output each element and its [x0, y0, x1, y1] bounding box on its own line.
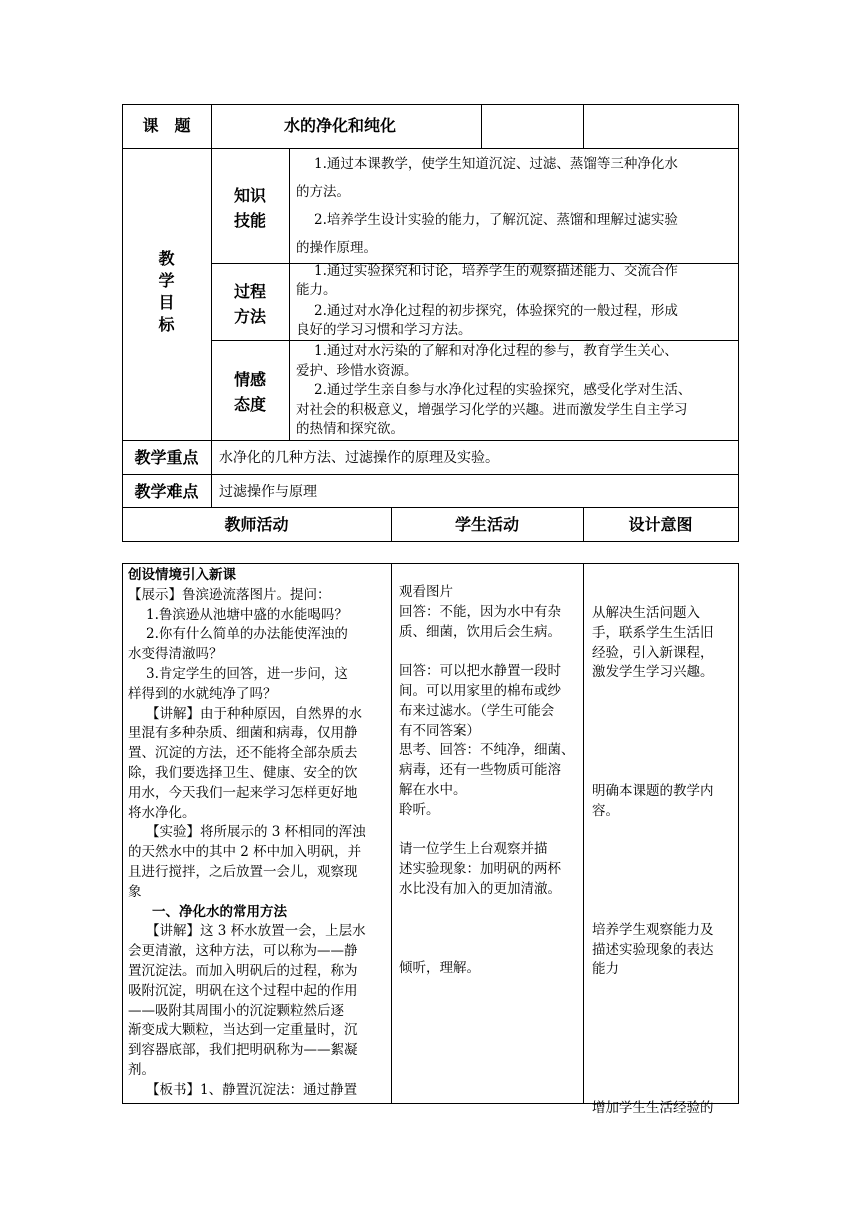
text-line: 置、沉淀的方法，还不能将全部杂质去 — [128, 745, 358, 762]
text-line: 将水净化。 — [128, 804, 196, 821]
text-line: 除，我们要选择卫生、健康、安全的饮 — [128, 764, 358, 781]
text-line: 的热情和探究欲。 — [296, 421, 404, 437]
text-line: 有不同答案） — [399, 722, 480, 739]
text-line: 【实验】将所展示的 3 杯相同的浑浊 — [146, 824, 366, 841]
text-line: 布来过滤水。（学生可能会 — [399, 702, 555, 719]
spacer — [399, 900, 575, 920]
design-intent-text — [592, 604, 714, 1119]
text-line: 思考、回答：不纯净，细菌、 — [399, 742, 575, 759]
text-line: 观看图片 — [399, 584, 453, 600]
text-line: 能力 — [592, 961, 619, 978]
text-line: 【展示】鲁滨逊流落图片。提问： — [128, 586, 331, 603]
spacer — [399, 920, 575, 940]
text-line: 用水，今天我们一起来学习怎样更好地 — [128, 784, 358, 801]
text-line: 1.通过对水污染的了解和对净化过程的参与，教育学生关心、 — [314, 343, 678, 359]
text-line: 渐变成大颗粒，当达到一定重量时，沉 — [128, 1022, 358, 1039]
spacer — [592, 980, 714, 1000]
section-heading: 一、净化水的常用方法 — [152, 903, 287, 920]
text-line: 容。 — [592, 802, 619, 819]
text-line: 病毒，还有一些物质可能溶 — [399, 762, 561, 779]
text-line: 2.通过学生亲自参与水净化过程的实验探究，感受化学对生活、 — [314, 382, 692, 398]
text-line: 剂。 — [128, 1061, 155, 1078]
text-line: 回答：可以把水静置一段时 — [399, 663, 561, 680]
emotion-label — [211, 367, 289, 417]
col-design-intent: 设计意图 — [628, 515, 693, 534]
spacer — [592, 901, 714, 921]
spacer — [592, 1040, 714, 1060]
text-line: 质、细菌，饮用后会生病。 — [399, 623, 561, 640]
spacer — [592, 842, 714, 862]
text-line: 样得到的水就纯净了吗？ — [128, 685, 277, 702]
text-line: 明确本课题的教学内 — [592, 783, 714, 800]
goals-label-char: 目 — [158, 293, 175, 312]
text-line: 【讲解】这 3 杯水放置一会，上层水 — [146, 923, 366, 940]
spacer — [592, 1059, 714, 1079]
difficulty-label: 教学难点 — [134, 482, 199, 501]
text-line: 激发学生学习兴趣。 — [592, 664, 714, 681]
spacer — [592, 683, 714, 703]
spacer — [592, 1020, 714, 1040]
emotion-text — [296, 342, 691, 440]
key-point-label: 教学重点 — [134, 448, 199, 467]
col-student-activity: 学生活动 — [454, 515, 519, 534]
text-line: 培养学生观察能力及 — [592, 921, 714, 938]
spacer — [592, 743, 714, 763]
spacer — [592, 762, 714, 782]
text-line: 3.肯定学生的回答，进一步问，这 — [146, 665, 348, 682]
goals-label-char: 学 — [158, 271, 175, 290]
process-label-line: 方法 — [233, 307, 266, 326]
text-line: 1.通过本课教学，使学生知道沉淀、过滤、蒸馏等三种净化水 — [314, 156, 678, 172]
spacer — [592, 822, 714, 842]
teacher-activity-text — [128, 566, 366, 1101]
spacer — [592, 1079, 714, 1099]
text-line: 回答：不能，因为水中有杂 — [399, 603, 561, 620]
text-line: 能力。 — [296, 282, 337, 298]
text-line: 且进行搅拌，之后放置一会儿，观察现 — [128, 863, 358, 880]
text-line: 解在水中。 — [399, 781, 467, 798]
text-line: 倾听，理解。 — [399, 960, 480, 977]
text-line: ——吸附其周围小的沉淀颗粒然后逐 — [128, 1002, 344, 1019]
key-point-value: 水净化的几种方法、过滤操作的原理及实验。 — [219, 450, 499, 466]
text-line: 述实验现象：加明矾的两杯 — [399, 861, 561, 878]
text-line: 从解决生活问题入 — [592, 605, 700, 621]
text-line: 1.鲁滨逊从池塘中盛的水能喝吗？ — [146, 606, 348, 623]
process-text — [296, 262, 678, 340]
text-line: 的操作原理。 — [296, 240, 377, 256]
text-line: 增加学生生活经验的 — [592, 1099, 714, 1116]
text-line: 经验，引入新课程， — [592, 644, 714, 661]
text-line: 良好的学习习惯和学习方法。 — [296, 322, 472, 338]
spacer — [592, 861, 714, 881]
text-line: 的天然水中的其中 2 杯中加入明矾，并 — [128, 844, 362, 861]
section-heading: 创设情境引入新课 — [128, 567, 236, 583]
goals-label-char: 教 — [158, 249, 175, 268]
text-line: 水比没有加入的更加清澈。 — [399, 880, 561, 897]
emotion-label-line: 情感 — [233, 370, 266, 389]
col-teacher-activity: 教师活动 — [224, 515, 289, 534]
text-line: 置沉淀法。而加入明矾后的过程，称为 — [128, 962, 358, 979]
knowledge-text — [296, 150, 678, 262]
spacer — [399, 642, 575, 662]
text-line: 手，联系学生生活旧 — [592, 624, 714, 641]
text-line: 到容器底部，我们把明矾称为——絮凝 — [128, 1042, 358, 1059]
text-line: 请一位学生上台观察并描 — [399, 841, 548, 858]
text-line: 2.你有什么简单的办法能使浑浊的 — [146, 626, 348, 643]
text-line: 2.培养学生设计实验的能力，了解沉淀、蒸馏和理解过滤实验 — [314, 212, 678, 228]
text-line: 间。可以用家里的棉布或纱 — [399, 682, 561, 699]
emotion-label-line: 态度 — [233, 395, 266, 414]
difficulty-value: 过滤操作与原理 — [219, 484, 317, 500]
text-line: 吸附沉淀，明矾在这个过程中起的作用 — [128, 982, 358, 999]
knowledge-label — [211, 183, 289, 233]
text-line: 水变得清澈吗？ — [128, 646, 223, 663]
spacer — [592, 1000, 714, 1020]
goals-label-char: 标 — [158, 315, 175, 334]
text-line: 对社会的积极意义，增强学习化学的兴趣。进而激发学生自主学习 — [296, 401, 688, 418]
text-line: 【板书】1、静置沉淀法：通过静置 — [146, 1081, 358, 1098]
text-line: 聆听。 — [399, 801, 440, 818]
spacer — [592, 723, 714, 743]
text-line: 2.通过对水净化过程的初步探究，体验探究的一般过程，形成 — [314, 303, 678, 319]
spacer — [399, 939, 575, 959]
text-line: 象 — [128, 883, 142, 900]
spacer — [592, 881, 714, 901]
text-line: 描述实验现象的表达 — [592, 941, 714, 958]
process-label-line: 过程 — [233, 282, 266, 301]
process-label — [211, 279, 289, 329]
text-line: 的方法。 — [296, 184, 350, 200]
knowledge-label-line: 技能 — [233, 211, 266, 230]
goals-label — [122, 248, 211, 336]
text-line: 会更清澈，这种方法，可以称为——静 — [128, 943, 358, 960]
text-line: 里混有多种杂质、细菌和病毒，仅用静 — [128, 725, 358, 742]
spacer — [399, 821, 575, 841]
topic-label: 课 题 — [142, 116, 191, 135]
text-line: 1.通过实验探究和讨论，培养学生的观察描述能力、交流合作 — [314, 263, 678, 279]
text-line: 【讲解】由于种种原因，自然界的水 — [146, 705, 362, 722]
spacer — [592, 703, 714, 723]
student-activity-text — [399, 583, 575, 979]
text-line: 爱护、珍惜水资源。 — [296, 362, 418, 379]
knowledge-label-line: 知识 — [233, 186, 266, 205]
topic-value: 水的净化和纯化 — [284, 116, 397, 135]
